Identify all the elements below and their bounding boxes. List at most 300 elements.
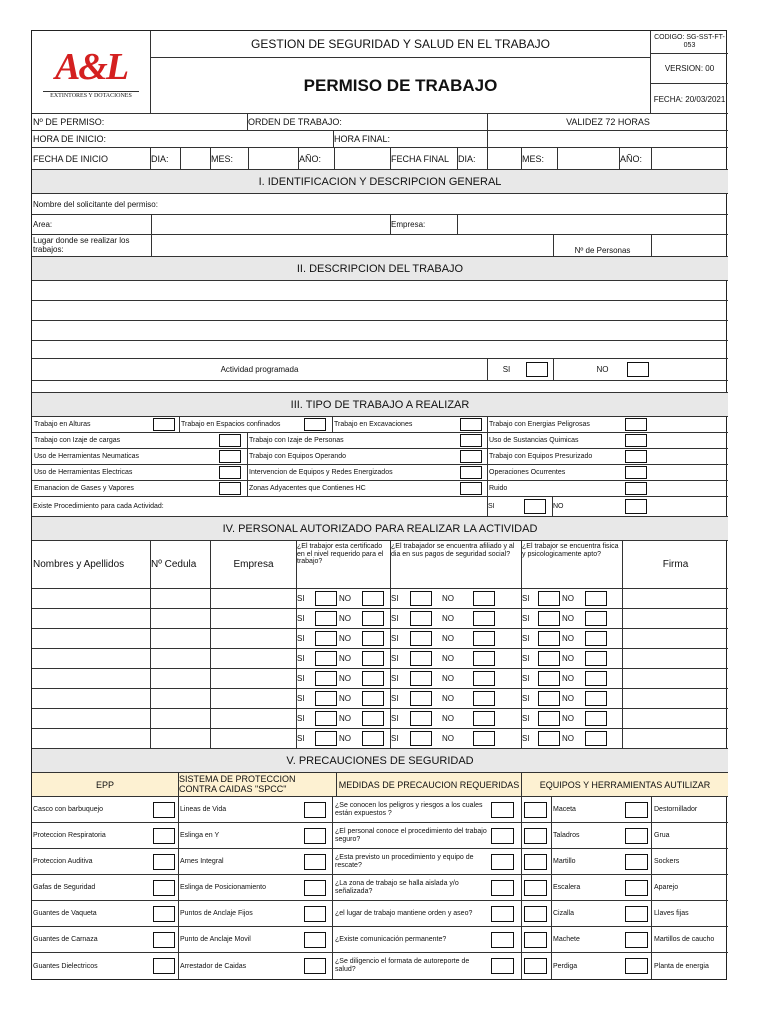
person-id-field[interactable] <box>150 589 210 608</box>
measure-checkbox[interactable] <box>491 854 514 870</box>
work-type-checkbox[interactable] <box>219 450 241 463</box>
q3-yes-label: SI <box>521 689 539 708</box>
measure-label: ¿Se conocen los peligros y riesgos a los cuales están expuestos ? <box>332 797 488 822</box>
tool-b-checkbox[interactable] <box>625 802 648 818</box>
description-line[interactable] <box>32 301 728 321</box>
q3-no-checkbox[interactable] <box>585 651 607 666</box>
epp-label: Guantes de Carnaza <box>33 936 98 943</box>
procedure-yes-label: SI <box>487 497 519 516</box>
q1-no-checkbox[interactable] <box>362 671 384 686</box>
applicant-row <box>32 194 728 215</box>
persons-label: Nº de Personas <box>553 235 651 256</box>
activity-yes-label: SI <box>487 359 525 380</box>
spcc-checkbox[interactable] <box>304 880 326 896</box>
precaution-row <box>32 901 728 927</box>
company-logo <box>32 31 150 113</box>
tool-b-checkbox[interactable] <box>625 854 648 870</box>
q2-yes-label: SI <box>390 649 408 668</box>
person-signature-field[interactable] <box>622 729 728 748</box>
start-day-field[interactable] <box>180 148 210 169</box>
end-year-field[interactable] <box>651 148 728 169</box>
q3-yes-checkbox[interactable] <box>538 731 560 746</box>
spcc-label: Puntos de Anclaje Fijos <box>178 901 302 926</box>
work-type-label: Trabajo en Alturas <box>34 421 91 428</box>
measure-label: ¿La zona de trabajo se halla aislada y/o señalizada? <box>332 875 488 900</box>
end-date-label: FECHA FINAL <box>390 148 457 169</box>
persons-field[interactable] <box>651 235 728 256</box>
work-type-checkbox[interactable] <box>625 450 647 463</box>
q1-yes-checkbox[interactable] <box>315 611 337 626</box>
q3-yes-checkbox[interactable] <box>538 651 560 666</box>
q3-yes-checkbox[interactable] <box>538 611 560 626</box>
epp-label: Casco con barbuquejo <box>33 806 104 813</box>
q1-yes-checkbox[interactable] <box>315 711 337 726</box>
q2-no-label: NO <box>442 674 454 683</box>
person-name-field[interactable] <box>33 669 150 688</box>
end-time-value[interactable] <box>487 131 728 147</box>
document-code: CODIGO: SG-SST-FT-053 <box>650 31 728 54</box>
q2-no-label: NO <box>442 594 454 603</box>
work-type-checkbox[interactable] <box>219 434 241 447</box>
measure-checkbox[interactable] <box>491 802 514 818</box>
q2-no-label: NO <box>442 614 454 623</box>
q1-yes-label: SI <box>296 729 314 748</box>
q3-yes-checkbox[interactable] <box>538 631 560 646</box>
q2-yes-checkbox[interactable] <box>410 691 432 706</box>
person-id-field[interactable] <box>150 609 210 628</box>
q2-no-checkbox[interactable] <box>473 731 495 746</box>
work-type-checkbox[interactable] <box>304 418 326 431</box>
person-company-field[interactable] <box>210 609 296 628</box>
tool-a-label: Machete <box>551 927 623 952</box>
spcc-label: Punto de Anclaje Movil <box>178 927 302 952</box>
work-type-label: Trabajo en Excavaciones <box>332 417 456 432</box>
work-permit-form <box>31 30 727 980</box>
tool-b-checkbox[interactable] <box>625 958 648 974</box>
work-type-checkbox[interactable] <box>219 466 241 479</box>
company-field[interactable] <box>457 215 728 234</box>
work-type-checkbox[interactable] <box>460 418 482 431</box>
q1-no-label: NO <box>339 674 351 683</box>
company-label: Empresa: <box>390 215 457 234</box>
section-4-header <box>32 517 728 541</box>
procedure-label: Existe Procedimiento para cada Actividad: <box>33 503 164 510</box>
procedure-no-checkbox[interactable] <box>625 499 647 514</box>
end-month-label: MES: <box>521 148 557 169</box>
q1-yes-checkbox[interactable] <box>315 631 337 646</box>
q2-no-checkbox[interactable] <box>473 611 495 626</box>
q1-no-label: NO <box>339 594 351 603</box>
activity-label: Actividad programada <box>220 365 299 374</box>
start-day-label: DIA: <box>150 148 180 169</box>
tool-b-label: Grua <box>651 823 728 848</box>
tool-b-label: Destornillador <box>651 797 728 822</box>
person-name-field[interactable] <box>33 689 150 708</box>
q1-yes-checkbox[interactable] <box>315 651 337 666</box>
q2-no-label: NO <box>442 654 454 663</box>
col-signature: Firma <box>622 541 728 588</box>
tool-a-checkbox[interactable] <box>524 828 547 844</box>
q3-no-label: NO <box>562 614 574 623</box>
measure-label: ¿El personal conoce el procedimiento del trabajo seguro? <box>332 823 488 848</box>
q3-yes-label: SI <box>521 709 539 728</box>
q2-yes-checkbox[interactable] <box>410 631 432 646</box>
description-line[interactable] <box>32 341 728 359</box>
epp-label: Guantes de Vaqueta <box>33 910 97 917</box>
person-name-field[interactable] <box>33 609 150 628</box>
person-company-field[interactable] <box>210 649 296 668</box>
person-name-field[interactable] <box>33 709 150 728</box>
activity-no-label: NO <box>553 359 651 380</box>
personnel-row <box>32 589 728 609</box>
section-4-title: IV. PERSONAL AUTORIZADO PARA REALIZAR LA ACTIVIDAD <box>222 522 538 535</box>
epp-checkbox[interactable] <box>153 932 175 948</box>
q2-yes-label: SI <box>390 709 408 728</box>
q1-no-checkbox[interactable] <box>362 731 384 746</box>
q3-no-checkbox[interactable] <box>585 591 607 606</box>
col-spcc: SISTEMA DE PROTECCION CONTRA CAIDAS "SPCC" <box>178 773 336 796</box>
person-signature-field[interactable] <box>622 689 728 708</box>
epp-label: Proteccion Respiratoria <box>33 832 106 839</box>
q2-no-checkbox[interactable] <box>473 711 495 726</box>
area-label: Area: <box>33 220 53 229</box>
q3-yes-label: SI <box>521 669 539 688</box>
work-type-checkbox[interactable] <box>625 482 647 495</box>
activity-no-checkbox[interactable] <box>627 362 649 377</box>
tool-a-checkbox[interactable] <box>524 854 547 870</box>
q2-yes-label: SI <box>390 729 408 748</box>
q2-yes-checkbox[interactable] <box>410 671 432 686</box>
work-type-label: Uso de Herramientas Neumaticas <box>34 453 140 460</box>
q3-no-label: NO <box>562 674 574 683</box>
work-type-checkbox[interactable] <box>625 418 647 431</box>
tool-a-checkbox[interactable] <box>524 906 547 922</box>
spcc-checkbox[interactable] <box>304 958 326 974</box>
person-company-field[interactable] <box>210 629 296 648</box>
work-type-checkbox[interactable] <box>625 466 647 479</box>
q3-yes-checkbox[interactable] <box>538 691 560 706</box>
person-company-field[interactable] <box>210 669 296 688</box>
epp-label: Proteccion Auditiva <box>33 858 93 865</box>
applicant-label: Nombre del solicitante del permiso: <box>33 199 158 209</box>
person-company-field[interactable] <box>210 729 296 748</box>
work-type-label: Operaciones Ocurrentes <box>487 465 619 480</box>
q1-no-checkbox[interactable] <box>362 611 384 626</box>
q1-yes-label: SI <box>296 669 314 688</box>
start-year-field[interactable] <box>334 148 390 169</box>
q1-no-label: NO <box>339 694 351 703</box>
q1-yes-checkbox[interactable] <box>315 691 337 706</box>
person-id-field[interactable] <box>150 729 210 748</box>
col-measures: MEDIDAS DE PRECAUCION REQUERIDAS <box>336 773 521 796</box>
spcc-label: Lineas de Vida <box>178 797 302 822</box>
person-name-field[interactable] <box>33 649 150 668</box>
area-field[interactable] <box>151 215 390 234</box>
spcc-checkbox[interactable] <box>304 906 326 922</box>
q1-no-label: NO <box>339 714 351 723</box>
q3-no-label: NO <box>562 714 574 723</box>
q1-yes-checkbox[interactable] <box>315 671 337 686</box>
person-name-field[interactable] <box>33 589 150 608</box>
end-time-label: HORA FINAL: <box>333 131 487 147</box>
work-type-checkbox[interactable] <box>460 482 482 495</box>
document-version: VERSION: 00 <box>650 54 728 84</box>
epp-checkbox[interactable] <box>153 958 175 974</box>
tool-a-label: Taladros <box>551 823 623 848</box>
section-3-header <box>32 393 728 417</box>
q1-no-label: NO <box>339 614 351 623</box>
person-signature-field[interactable] <box>622 609 728 628</box>
start-month-field[interactable] <box>248 148 298 169</box>
q2-yes-label: SI <box>390 629 408 648</box>
spcc-checkbox[interactable] <box>304 828 326 844</box>
tool-a-label: Maceta <box>551 797 623 822</box>
q2-no-checkbox[interactable] <box>473 691 495 706</box>
q2-yes-checkbox[interactable] <box>410 611 432 626</box>
work-type-checkbox[interactable] <box>625 434 647 447</box>
precaution-row <box>32 953 728 979</box>
tool-a-label: Cizalla <box>551 901 623 926</box>
person-company-field[interactable] <box>210 589 296 608</box>
q2-no-checkbox[interactable] <box>473 651 495 666</box>
col-question-certified: ¿El trabajor esta certificado en el nivel requerido para el trabajo? <box>296 541 390 588</box>
person-id-field[interactable] <box>150 629 210 648</box>
procedure-no-label: NO <box>552 497 622 516</box>
person-name-field[interactable] <box>33 629 150 648</box>
q2-no-label: NO <box>442 714 454 723</box>
description-line[interactable] <box>32 281 728 301</box>
q1-yes-label: SI <box>296 589 314 608</box>
permit-info-row <box>32 114 728 131</box>
end-day-label: DIA: <box>457 148 487 169</box>
q1-no-checkbox[interactable] <box>362 711 384 726</box>
work-type-row <box>32 449 728 465</box>
q3-no-checkbox[interactable] <box>585 691 607 706</box>
personnel-row <box>32 609 728 629</box>
q1-yes-label: SI <box>296 609 314 628</box>
q2-yes-checkbox[interactable] <box>410 731 432 746</box>
person-company-field[interactable] <box>210 709 296 728</box>
work-type-checkbox[interactable] <box>460 434 482 447</box>
permit-number-label: Nº DE PERMISO: <box>33 117 105 127</box>
work-type-checkbox[interactable] <box>219 482 241 495</box>
work-type-checkbox[interactable] <box>460 450 482 463</box>
start-year-label: AÑO: <box>298 148 334 169</box>
epp-checkbox[interactable] <box>153 802 175 818</box>
tool-a-checkbox[interactable] <box>524 880 547 896</box>
measure-label: ¿el lugar de trabajo mantiene orden y aseo? <box>332 901 488 926</box>
q3-yes-checkbox[interactable] <box>538 711 560 726</box>
activity-yes-checkbox[interactable] <box>526 362 548 377</box>
end-month-field[interactable] <box>557 148 619 169</box>
place-field[interactable] <box>151 235 553 256</box>
q3-yes-label: SI <box>521 589 539 608</box>
q3-no-checkbox[interactable] <box>585 611 607 626</box>
q1-yes-checkbox[interactable] <box>315 731 337 746</box>
q1-yes-label: SI <box>296 629 314 648</box>
q2-no-checkbox[interactable] <box>473 591 495 606</box>
start-month-label: MES: <box>210 148 248 169</box>
q2-no-label: NO <box>442 734 454 743</box>
measure-label: ¿Se diligencio el formata de autoreporte de salud? <box>332 953 488 979</box>
person-signature-field[interactable] <box>622 669 728 688</box>
measure-checkbox[interactable] <box>491 958 514 974</box>
work-type-checkbox[interactable] <box>460 466 482 479</box>
personnel-row <box>32 629 728 649</box>
tool-b-checkbox[interactable] <box>625 828 648 844</box>
work-type-label: Trabajo con Energias Peligrosas <box>487 417 619 432</box>
work-type-label: Trabajo con Izaje de cargas <box>34 437 121 444</box>
personnel-row <box>32 709 728 729</box>
q3-yes-label: SI <box>521 609 539 628</box>
epp-checkbox[interactable] <box>153 906 175 922</box>
q3-no-label: NO <box>562 694 574 703</box>
person-signature-field[interactable] <box>622 709 728 728</box>
q3-yes-label: SI <box>521 649 539 668</box>
work-type-label: Emanacion de Gases y Vapores <box>34 485 134 492</box>
work-type-row <box>32 433 728 449</box>
precautions-header-row <box>32 773 728 797</box>
person-signature-field[interactable] <box>622 629 728 648</box>
tool-b-label: Sockers <box>651 849 728 874</box>
q2-yes-label: SI <box>390 609 408 628</box>
spcc-checkbox[interactable] <box>304 854 326 870</box>
tool-a-checkbox[interactable] <box>524 932 547 948</box>
q3-no-label: NO <box>562 594 574 603</box>
work-type-label: Uso de Herramientas Electricas <box>34 469 133 476</box>
start-date-label: FECHA DE INICIO <box>33 153 109 164</box>
tool-b-checkbox[interactable] <box>625 932 648 948</box>
section-2-header <box>32 257 728 281</box>
end-day-field[interactable] <box>487 148 521 169</box>
col-names: Nombres y Apellidos <box>33 559 125 570</box>
tool-b-checkbox[interactable] <box>625 880 648 896</box>
tool-b-label: Martillos de caucho <box>651 927 728 952</box>
q2-yes-checkbox[interactable] <box>410 651 432 666</box>
work-type-label: Trabajo con Izaje de Personas <box>247 433 457 448</box>
q2-no-label: NO <box>442 694 454 703</box>
q3-yes-label: SI <box>521 629 539 648</box>
person-name-field[interactable] <box>33 729 150 748</box>
q1-yes-checkbox[interactable] <box>315 591 337 606</box>
start-time-label: HORA DE INICIO: <box>33 134 107 144</box>
person-id-field[interactable] <box>150 649 210 668</box>
q1-no-checkbox[interactable] <box>362 691 384 706</box>
measure-checkbox[interactable] <box>491 932 514 948</box>
place-label: Lugar donde se realizar los trabajos: <box>33 235 130 254</box>
precaution-row <box>32 823 728 849</box>
q3-no-checkbox[interactable] <box>585 671 607 686</box>
spcc-checkbox[interactable] <box>304 802 326 818</box>
epp-checkbox[interactable] <box>153 828 175 844</box>
measure-checkbox[interactable] <box>491 828 514 844</box>
person-company-field[interactable] <box>210 689 296 708</box>
place-row <box>32 235 728 257</box>
q3-no-label: NO <box>562 734 574 743</box>
col-equipment: EQUIPOS Y HERRAMIENTAS AUTILIZAR <box>521 773 728 796</box>
q2-no-label: NO <box>442 634 454 643</box>
person-id-field[interactable] <box>150 689 210 708</box>
q1-no-checkbox[interactable] <box>362 651 384 666</box>
validity-label: VALIDEZ 72 HORAS <box>487 114 728 130</box>
person-id-field[interactable] <box>150 709 210 728</box>
section-1-header <box>32 170 728 194</box>
q2-yes-label: SI <box>390 669 408 688</box>
section-3-title: III. TIPO DE TRABAJO A REALIZAR <box>290 398 470 411</box>
personnel-row <box>32 649 728 669</box>
work-type-label: Trabajo en Espacios confinados <box>179 417 303 432</box>
personnel-row <box>32 689 728 709</box>
tool-a-checkbox[interactable] <box>524 802 547 818</box>
work-type-label: Trabajo con Equipos Operando <box>247 449 457 464</box>
q1-no-checkbox[interactable] <box>362 591 384 606</box>
q2-yes-checkbox[interactable] <box>410 711 432 726</box>
procedure-yes-checkbox[interactable] <box>524 499 546 514</box>
description-line[interactable] <box>32 321 728 341</box>
spcc-checkbox[interactable] <box>304 932 326 948</box>
col-epp: EPP <box>95 779 114 790</box>
q1-yes-label: SI <box>296 709 314 728</box>
q3-no-checkbox[interactable] <box>585 731 607 746</box>
precaution-row <box>32 849 728 875</box>
measure-checkbox[interactable] <box>491 906 514 922</box>
tool-b-label: Aparejo <box>651 875 728 900</box>
precaution-row <box>32 875 728 901</box>
q2-no-checkbox[interactable] <box>473 631 495 646</box>
q3-yes-checkbox[interactable] <box>538 591 560 606</box>
col-question-social-security: ¿El trabajador se encuentra afiliado y al dia en sus pagos de seguridad social? <box>390 541 521 588</box>
measure-label: ¿Esta previsto un procedimiento y equipo de rescate? <box>332 849 488 874</box>
person-signature-field[interactable] <box>622 649 728 668</box>
measure-checkbox[interactable] <box>491 880 514 896</box>
q2-yes-label: SI <box>390 689 408 708</box>
tool-b-checkbox[interactable] <box>625 906 648 922</box>
q2-yes-checkbox[interactable] <box>410 591 432 606</box>
q1-no-label: NO <box>339 654 351 663</box>
personnel-header-row <box>32 541 728 589</box>
section-5-title: V. PRECAUCIONES DE SEGURIDAD <box>286 754 474 767</box>
logo-mark: A&L <box>54 46 128 88</box>
q3-no-label: NO <box>562 634 574 643</box>
work-type-checkbox[interactable] <box>153 418 175 431</box>
work-type-label: Uso de Sustancias Quimicas <box>487 433 619 448</box>
q2-no-checkbox[interactable] <box>473 671 495 686</box>
col-company: Empresa <box>210 541 296 588</box>
col-id: Nº Cedula <box>150 541 210 588</box>
date-row <box>32 148 728 170</box>
section-5-header <box>32 749 728 773</box>
work-type-row <box>32 417 728 433</box>
person-signature-field[interactable] <box>622 589 728 608</box>
q3-yes-checkbox[interactable] <box>538 671 560 686</box>
epp-checkbox[interactable] <box>153 854 175 870</box>
precaution-row <box>32 797 728 823</box>
person-id-field[interactable] <box>150 669 210 688</box>
work-type-row <box>32 481 728 497</box>
document-date: FECHA: 20/03/2021 <box>650 84 728 114</box>
q3-no-checkbox[interactable] <box>585 631 607 646</box>
q1-no-label: NO <box>339 634 351 643</box>
tool-a-checkbox[interactable] <box>524 958 547 974</box>
time-row <box>32 131 728 148</box>
q3-no-checkbox[interactable] <box>585 711 607 726</box>
org-title: GESTION DE SEGURIDAD Y SALUD EN EL TRABAJO <box>150 31 650 58</box>
spacer-row <box>32 381 728 393</box>
spcc-label: Eslinga de Posicionamiento <box>178 875 302 900</box>
q3-no-label: NO <box>562 654 574 663</box>
epp-checkbox[interactable] <box>153 880 175 896</box>
q1-no-checkbox[interactable] <box>362 631 384 646</box>
